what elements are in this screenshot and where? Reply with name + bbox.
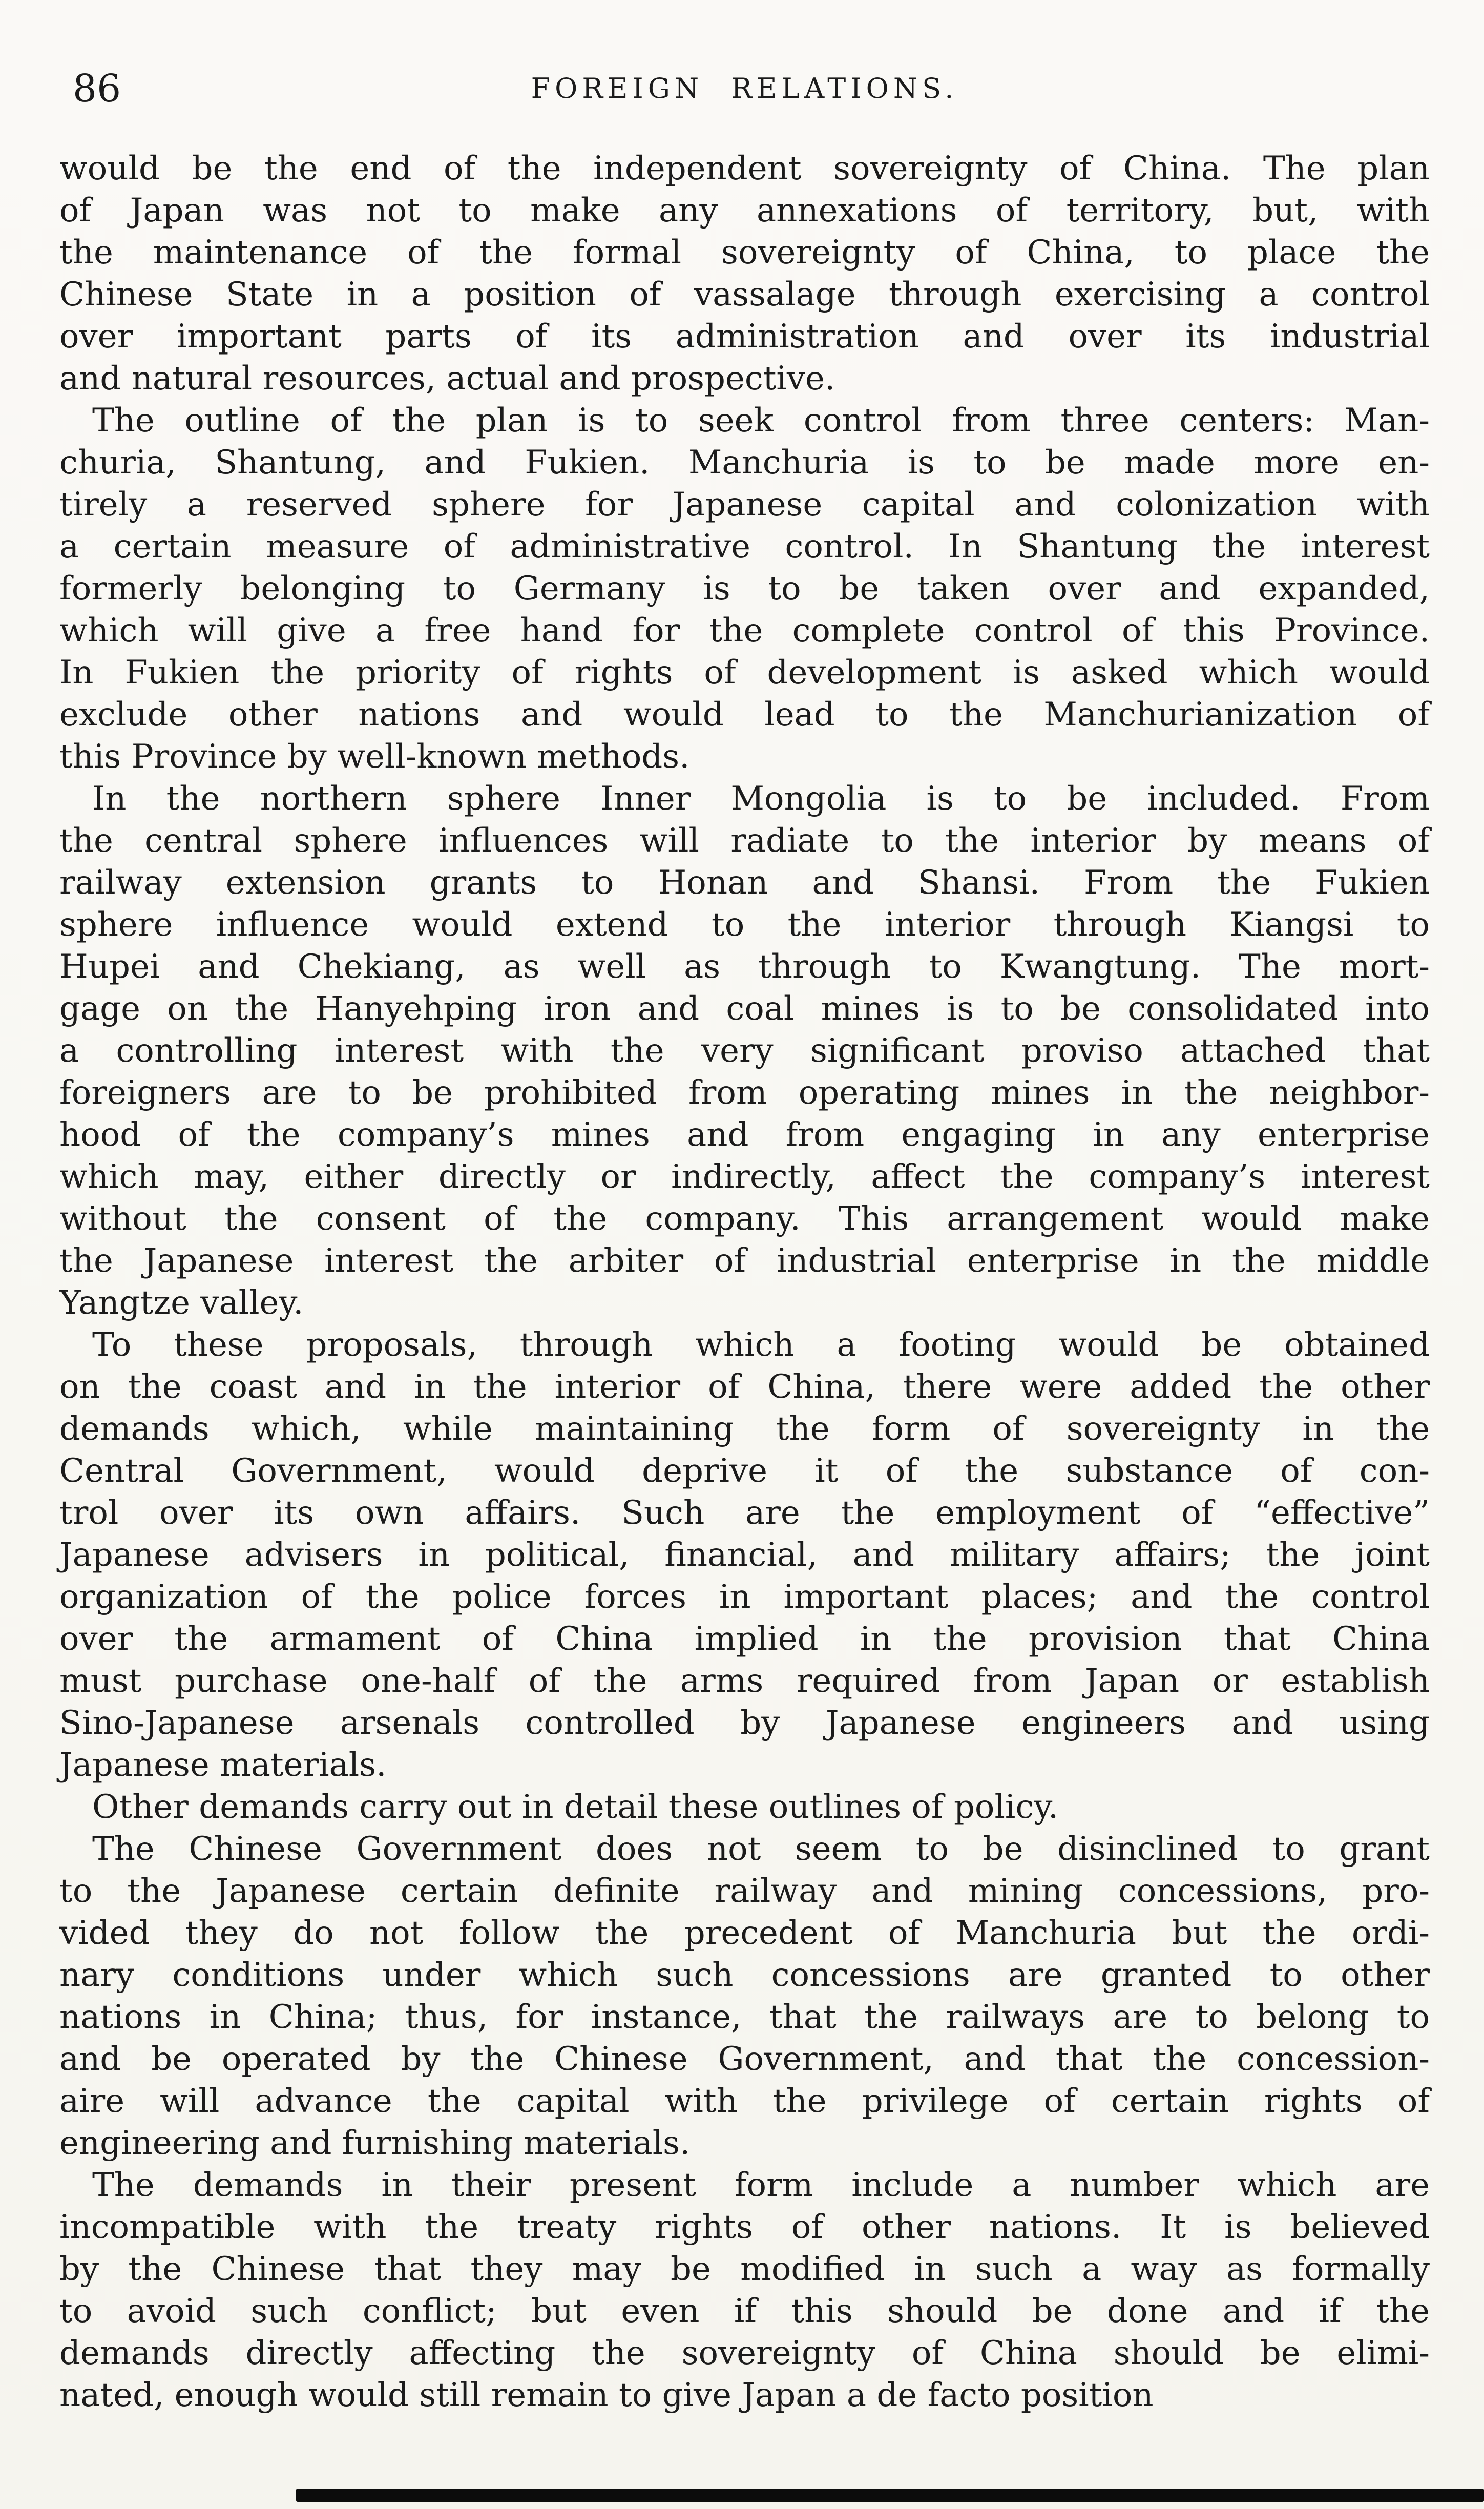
text-line: a controlling interest with the very significant proviso attached that [59,1032,1430,1070]
paragraph [59,1324,1430,1786]
text-line: tirely a reserved sphere for Japanese capital and colonization with [59,486,1430,524]
text-line: the maintenance of the formal sovereignty of China, to place the [59,234,1430,272]
text-line: engineering and furnishing materials. [59,2124,691,2162]
text-line: gage on the Hanyehping iron and coal mines is to be consolidated into [59,990,1430,1028]
paragraph [59,400,1430,778]
text-line: Other demands carry out in detail these outlines of policy. [92,1788,1059,1826]
text-line: incompatible with the treaty rights of other nations. It is believed [59,2208,1430,2246]
text-line: on the coast and in the interior of China, there were added the other [59,1368,1430,1406]
text-line: by the Chinese that they may be modified in such a way as formally [59,2250,1430,2288]
text-line: Yangtze valley. [59,1284,304,1322]
text-line: Japanese materials. [59,1746,387,1784]
scan-edge-artifact [296,2489,1484,2502]
text-line: The outline of the plan is to seek control from three centers: Man- [92,402,1430,440]
text-line: and be operated by the Chinese Government, and that the concession- [59,2040,1430,2078]
text-line: the central sphere influences will radiate to the interior by means of [59,822,1430,860]
text-line: railway extension grants to Honan and Shansi. From the Fukien [59,864,1430,902]
text-line: In Fukien the priority of rights of development is asked which would [59,654,1430,692]
text-line: foreigners are to be prohibited from operating mines in the neighbor- [59,1074,1430,1112]
text-line: Chinese State in a position of vassalage through exercising a control [59,276,1430,314]
text-line: this Province by well-known methods. [59,738,690,776]
page-header [59,66,1430,119]
page-number: 86 [73,67,121,111]
paragraph [59,2164,1430,2416]
text-line: vided they do not follow the precedent of Manchuria but the ordi- [59,1914,1430,1952]
text-line: demands which, while maintaining the form of sovereignty in the [59,1410,1430,1448]
text-line: which will give a free hand for the complete control of this Province. [59,612,1430,650]
text-line: would be the end of the independent sovereignty of China. The plan [59,150,1430,188]
running-header: FOREIGN RELATIONS. [531,72,958,105]
text-line: nated, enough would still remain to give Japan a de facto position [59,2376,1154,2414]
text-line: formerly belonging to Germany is to be taken over and expanded, [59,570,1430,608]
text-line: over the armament of China implied in the provision that China [59,1620,1430,1658]
text-line: Central Government, would deprive it of the substance of con- [59,1452,1430,1490]
text-line: organization of the police forces in important places; and the control [59,1578,1430,1616]
text-line: Hupei and Chekiang, as well as through to Kwangtung. The mort- [59,948,1430,986]
text-line: Japanese advisers in political, financial, and military affairs; the joint [59,1536,1430,1574]
page-text [59,148,1430,2416]
text-line: trol over its own affairs. Such are the employment of “effective” [59,1494,1430,1532]
text-line: aire will advance the capital with the privilege of certain rights of [59,2082,1430,2120]
text-line: must purchase one-half of the arms required from Japan or establish [59,1662,1430,1700]
text-line: without the consent of the company. This arrangement would make [59,1200,1430,1238]
text-line: To these proposals, through which a footing would be obtained [92,1326,1430,1364]
paragraph [59,778,1430,1324]
text-line: of Japan was not to make any annexations of territory, but, with [59,192,1430,230]
paragraph [59,1786,1430,1828]
text-line: Sino-Japanese arsenals controlled by Japanese engineers and using [59,1704,1430,1742]
text-line: exclude other nations and would lead to the Manchurianization of [59,696,1430,734]
text-line: demands directly affecting the sovereignty of China should be elimi- [59,2334,1430,2372]
text-line: hood of the company’s mines and from engaging in any enterprise [59,1116,1430,1154]
text-line: nations in China; thus, for instance, that the railways are to belong to [59,1998,1430,2036]
paragraph [59,148,1430,400]
paragraph [59,1828,1430,2164]
text-line: The Chinese Government does not seem to be disinclined to grant [92,1830,1430,1868]
text-line: over important parts of its administration and over its industrial [59,318,1430,356]
text-line: In the northern sphere Inner Mongolia is to be included. From [92,780,1430,818]
text-line: The demands in their present form include a number which are [92,2166,1430,2204]
text-line: a certain measure of administrative control. In Shantung the interest [59,528,1430,566]
text-line: the Japanese interest the arbiter of industrial enterprise in the middle [59,1242,1430,1280]
text-line: churia, Shantung, and Fukien. Manchuria is to be made more en- [59,444,1430,482]
text-line: to avoid such conflict; but even if this should be done and if the [59,2292,1430,2330]
text-line: sphere influence would extend to the interior through Kiangsi to [59,906,1430,944]
text-line: and natural resources, actual and prospective. [59,360,835,398]
text-line: which may, either directly or indirectly, affect the company’s interest [59,1158,1430,1196]
text-line: to the Japanese certain definite railway and mining concessions, pro- [59,1872,1430,1910]
text-line: nary conditions under which such concessions are granted to other [59,1956,1430,1994]
